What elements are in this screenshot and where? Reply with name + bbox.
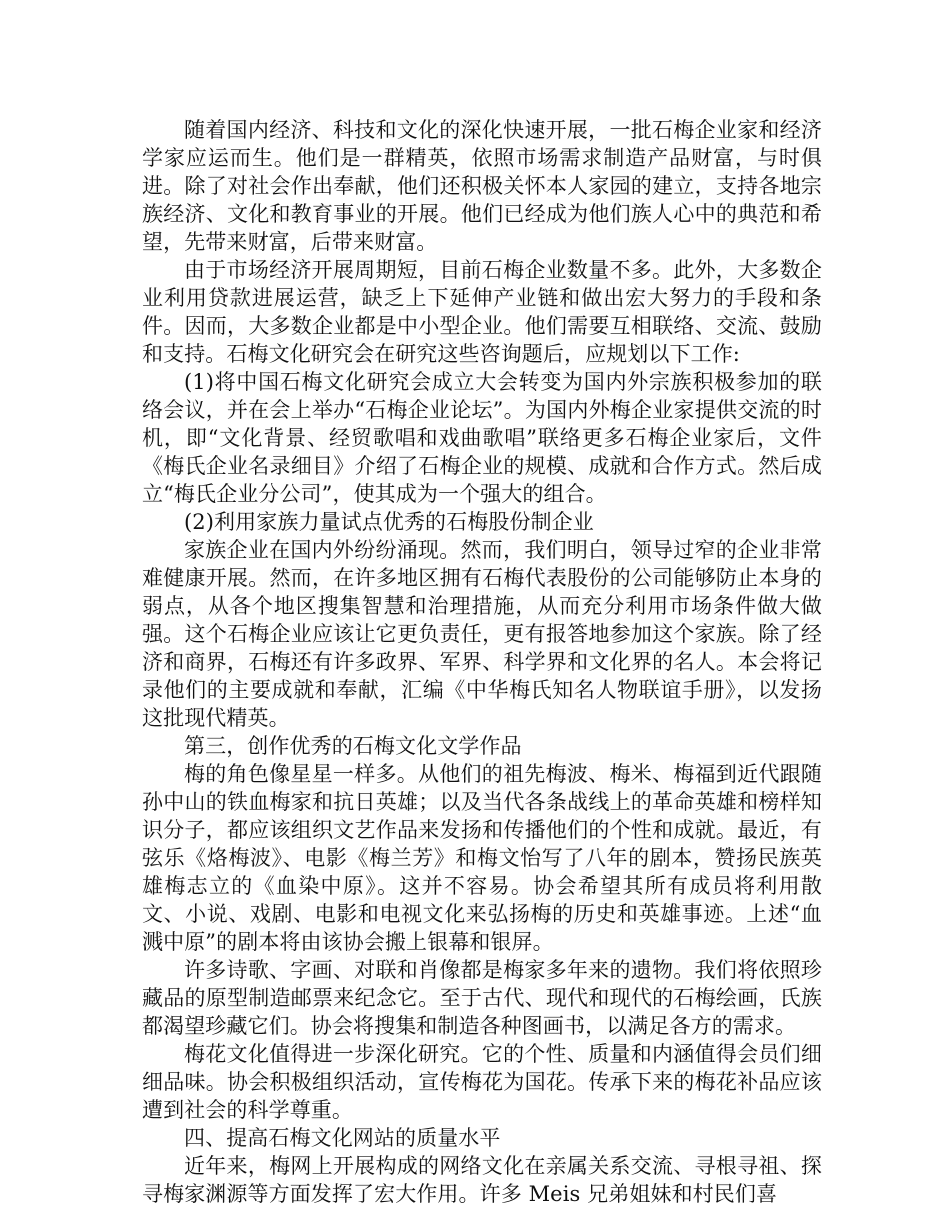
section-heading-fourth: 四、提高石梅文化网站的质量水平: [184, 1126, 501, 1150]
paragraph-1: 随着国内经济、科技和文化的深化快速开展，一批石梅企业家和经济学家应运而生。他们是一群精英，依照市场需求制造产品财富，与时俱进。除了对社会作出奉献，他们还积极关怀本人家园的建立，支持各地宗族经济、文化和教育事业的开展。他们已经成为他们族人心中的典范和希望，先带来财富，后带来财富。: [142, 118, 822, 254]
paragraph-9: 梅花文化值得进一步深化研究。它的个性、质量和内涵值得会员们细细品味。协会积极组织活动，宣传梅花为国花。传承下来的梅花补品应该遭到社会的科学尊重。: [142, 1042, 822, 1122]
section-heading-third: 第三，创作优秀的石梅文化文学作品: [184, 734, 522, 758]
paragraph-4-heading: (2)利用家族力量试点优秀的石梅股份制企业: [184, 510, 594, 534]
paragraph-11: 近年来，梅网上开展构成的网络文化在亲属关系交流、寻根寻祖、探寻梅家渊源等方面发挥了宏大作用。许多 Meis 兄弟姐妹和村民们喜: [142, 1154, 822, 1206]
paragraph-5: 家族企业在国内外纷纷涌现。然而，我们明白，领导过窄的企业非常难健康开展。然而，在许多地区拥有石梅代表股份的公司能够防止本身的弱点，从各个地区搜集智慧和治理措施，从而充分利用市场条件做大做强。这个石梅企业应该让它更负责任，更有报答地参加这个家族。除了经济和商界，石梅还有许多政界、军界、科学界和文化界的名人。本会将记录他们的主要成就和奉献，汇编《中华梅氏知名人物联谊手册》，以发扬这批现代精英。: [142, 538, 822, 730]
paragraph-7: 梅的角色像星星一样多。从他们的祖先梅波、梅米、梅福到近代跟随孙中山的铁血梅家和抗日英雄；以及当代各条战线上的革命英雄和榜样知识分子，都应该组织文艺作品来发扬和传播他们的个性和成就。最近，有弦乐《烙梅波》、电影《梅兰芳》和梅文怡写了八年的剧本，赞扬民族英雄梅志立的《血染中原》。这并不容易。协会希望其所有成员将利用散文、小说、戏剧、电影和电视文化来弘扬梅的历史和英雄事迹。上述“血溅中原”的剧本将由该协会搬上银幕和银屏。: [142, 762, 822, 954]
paragraph-2: 由于市场经济开展周期短，目前石梅企业数量不多。此外，大多数企业利用贷款进展运营，缺乏上下延伸产业链和做出宏大努力的手段和条件。因而，大多数企业都是中小型企业。他们需要互相联络、交流、鼓励和支持。石梅文化研究会在研究这些咨询题后，应规划以下工作:: [142, 258, 822, 366]
paragraph-8: 许多诗歌、字画、对联和肖像都是梅家多年来的遗物。我们将依照珍藏品的原型制造邮票来纪念它。至于古代、现代和现代的石梅绘画，氏族都渴望珍藏它们。协会将搜集和制造各种图画书，以满足各方的需求。: [142, 958, 822, 1038]
document-body: [142, 116, 822, 1208]
paragraph-3: (1)将中国石梅文化研究会成立大会转变为国内外宗族积极参加的联络会议，并在会上举办“石梅企业论坛”。为国内外梅企业家提供交流的时机，即“文化背景、经贸歌唱和戏曲歌唱”联络更多石梅企业家后，文件《梅氏企业名录细目》介绍了石梅企业的规模、成就和合作方式。然后成立“梅氏企业分公司”，使其成为一个强大的组合。: [142, 370, 822, 506]
